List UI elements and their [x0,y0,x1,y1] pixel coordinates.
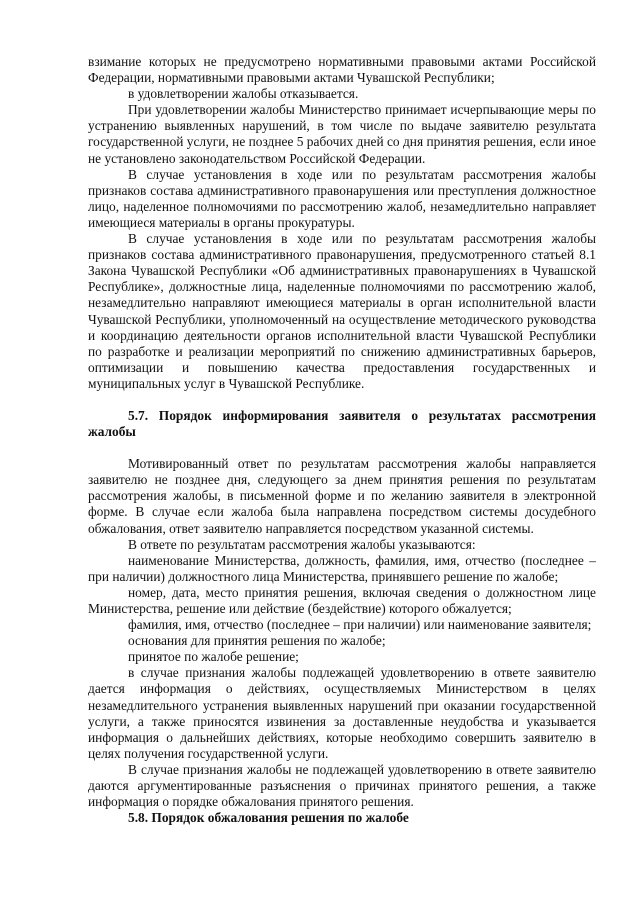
paragraph: При удовлетворении жалобы Министерство принимает исчерпывающие меры по устранению выявленных нарушений, в том числе по выдаче заявителю результата государственной услуги, не позднее 5 рабочих дней со дня принятия решения, если иное не установлено законодательством Российской Федерации. [88,102,596,166]
paragraph: В случае установления в ходе или по результатам рассмотрения жалобы признаков состава административного правонарушения, предусмотренного статьей 8.1 Закона Чувашской Республики «Об административных правонарушениях в Чувашской Республике», должностные лица, наделенные полномочиями по рассмотрению жалоб, незамедлительно направляют имеющиеся материалы в орган исполнительной власти Чувашской Республики, уполномоченный на осуществление методического руководства и координацию деятельности органов исполнительной власти Чувашской Республики по разработке и реализации мероприятий по снижению административных барьеров, оптимизации и повышению качества предоставления государственных и муниципальных услуг в Чувашской Республике. [88,231,596,391]
section-before [88,54,596,392]
paragraph: в удовлетворении жалобы отказывается. [128,86,359,102]
paragraph: фамилия, имя, отчество (последнее – при наличии) или наименование заявителя; [128,617,592,633]
paragraph: номер, дата, место принятия решения, включая сведения о должностном лице Министерства, решение или действие (бездействие) которого обжалуется; [88,584,596,616]
paragraph: в случае признания жалобы подлежащей удовлетворению в ответе заявителю дается информация о действиях, осуществляемых Министерством в целях незамедлительного устранения выявленных нарушений при оказании государственной услуги, а также приносятся извинения за доставленные неудобства и указывается информация о дальнейших действиях, которые необходимо совершить заявителю в целях получения государственной услуги. [88,665,596,761]
paragraph: принятое по жалобе решение; [128,649,299,665]
paragraph: В случае признания жалобы не подлежащей удовлетворению в ответе заявителю даются аргументированные разъяснения о причинах принятого решения, а также информация о порядке обжалования принятого решения. [88,761,596,810]
section-heading-5-7: 5.7. Порядок информирования заявителя о результатах рассмотрения жалобы [88,407,596,440]
paragraph: В случае установления в ходе или по результатам рассмотрения жалобы признаков состава административного правонарушения или преступления должностное лицо, наделенное полномочиями по рассмотрению жалоб, незамедлительно направляет имеющиеся материалы в органы прокуратуры. [88,166,596,230]
paragraph: взимание которых не предусмотрено нормативными правовыми актами Российской Федерации, нормативными правовыми актами Чувашской Республики; [88,54,596,86]
section-heading-5-8: 5.8. Порядок обжалования решения по жалобе [128,810,409,826]
paragraph: наименование Министерства, должность, фамилия, имя, отчество (последнее – при наличии) должностного лица Министерства, принявшего решение по жалобе; [88,552,596,584]
section-5-7-body [88,456,596,810]
paragraph: основания для принятия решения по жалобе; [128,633,386,649]
paragraph: В ответе по результатам рассмотрения жалобы указываются: [128,536,476,552]
paragraph: Мотивированный ответ по результатам рассмотрения жалобы направляется заявителю не позднее дня, следующего за днем принятия решения по результатам рассмотрения жалобы, в письменной форме и по желанию заявителя в электронной форме. В случае если жалоба была направлена посредством системы досудебного обжалования, ответ заявителю направляется посредством указанной системы. [88,456,596,536]
